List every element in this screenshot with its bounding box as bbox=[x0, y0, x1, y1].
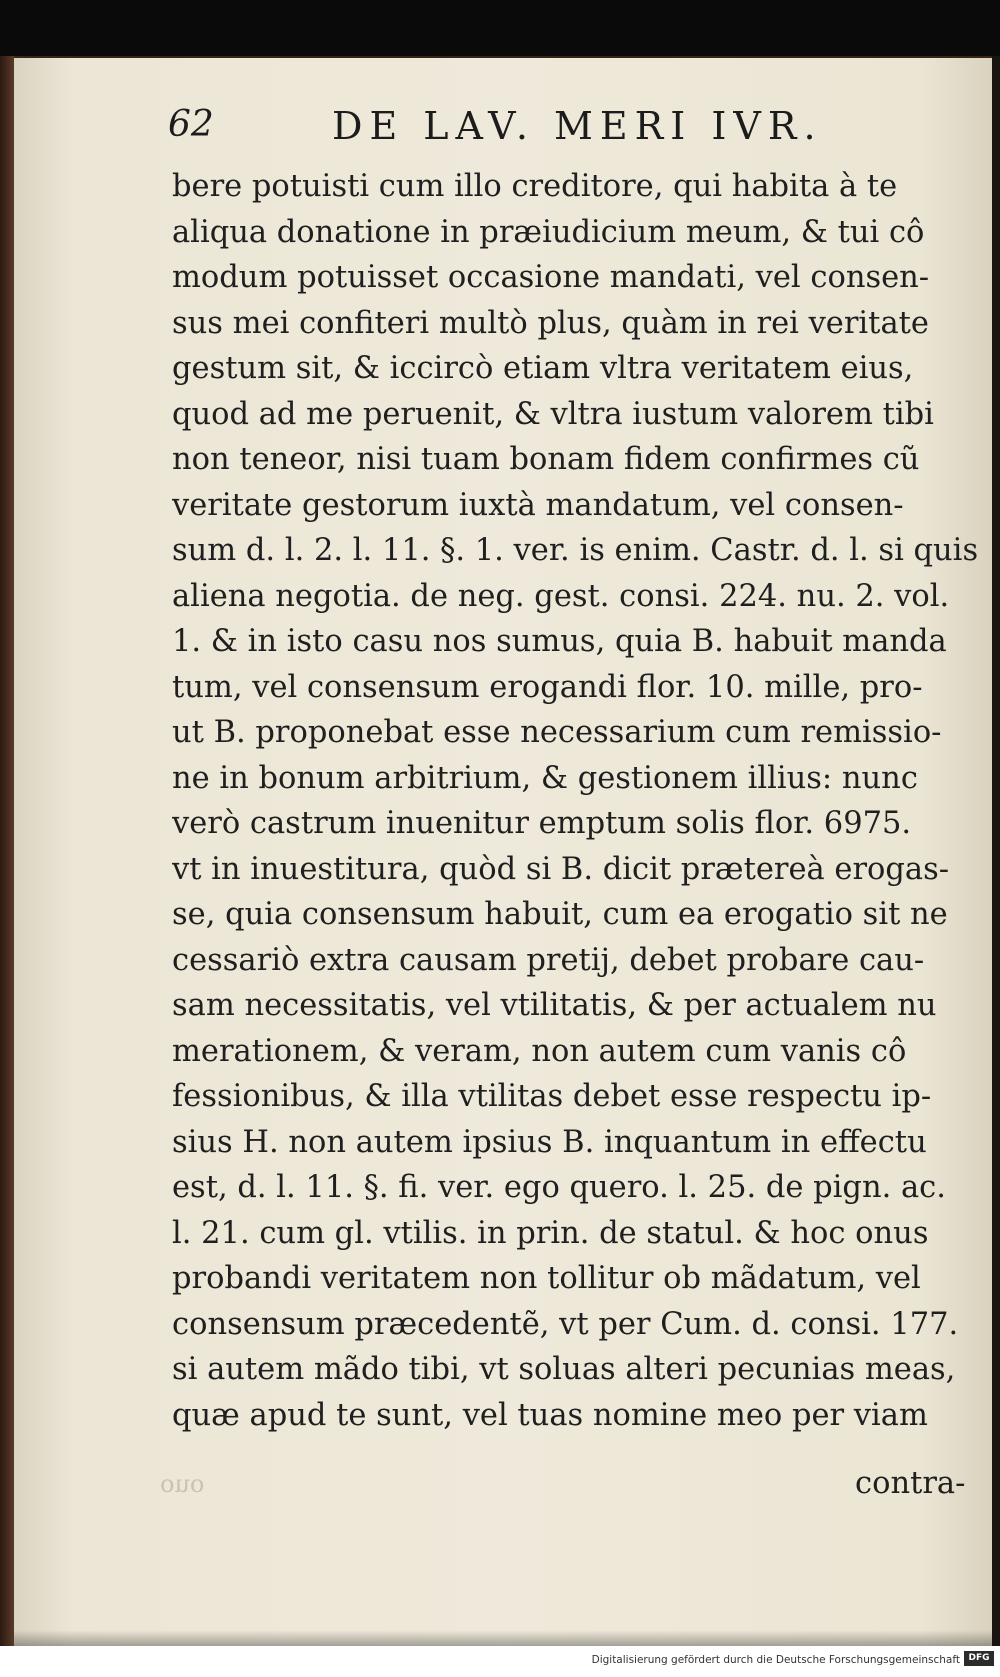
text-line: sius H. non autem ipsius B. inquantum in effectu bbox=[172, 1124, 927, 1160]
text-line: gestum sit, & iccircò etiam vltra veritatem eius, bbox=[172, 351, 914, 386]
text-line: modum potuisset occasione mandati, vel consen- bbox=[172, 260, 930, 295]
text-line: consensum præcedentẽ, vt per Cum. d. consi. 177. bbox=[172, 1306, 959, 1342]
catchword: contra- bbox=[855, 1466, 966, 1501]
text-line: fessionibus, & illa vtilitas debet esse respectu ip- bbox=[172, 1079, 932, 1114]
text-line: se, quia consensum habuit, cum ea erogatio sit ne bbox=[172, 897, 948, 932]
text-line: aliqua donatione in præiudicium meum, & tui cô bbox=[172, 214, 925, 250]
text-line: 1. & in isto casu nos sumus, quia B. habuit manda bbox=[172, 624, 947, 659]
text-line: est, d. l. 11. §. fi. ver. ego quero. l. 25. de pign. ac. bbox=[172, 1170, 946, 1205]
text-line: probandi veritatem non tollitur ob mãdatum, vel bbox=[172, 1261, 921, 1296]
text-line: aliena negotia. de neg. gest. consi. 224. nu. 2. vol. bbox=[172, 578, 950, 614]
text-line: l. 21. cum gl. vtilis. in prin. de statul. & hoc onus bbox=[172, 1215, 929, 1251]
funding-credit: Digitalisierung gefördert durch die Deutsche Forschungsgemeinschaft bbox=[591, 1654, 960, 1666]
text-line: sus mei confiteri multò plus, quàm in rei veritate bbox=[172, 305, 929, 341]
text-line: non teneor, nisi tuam bonam fidem confirmes cũ bbox=[172, 442, 920, 477]
text-line: sum d. l. 2. l. 11. §. 1. ver. is enim. Castr. d. l. si quis bbox=[172, 533, 979, 568]
running-title: DE LAV. MERI IVR. bbox=[332, 104, 823, 148]
scan-right-edge bbox=[992, 56, 1000, 1646]
text-line: tum, vel consensum erogandi flor. 10. mille, pro- bbox=[172, 669, 923, 705]
text-line: veritate gestorum iuxtà mandatum, vel consen- bbox=[172, 487, 904, 523]
text-line: merationem, & veram, non autem cum vanis cô bbox=[172, 1033, 907, 1069]
text-line: ne in bonum arbitrium, & gestionem illius: nunc bbox=[172, 760, 918, 796]
text-line: ut B. proponebat esse necessarium cum remissio- bbox=[172, 715, 942, 750]
text-line: sam necessitatis, vel vtilitatis, & per actualem nu bbox=[172, 988, 937, 1023]
digitization-footer bbox=[0, 1646, 1000, 1677]
text-line: verò castrum inuenitur emptum solis flor. 6975. bbox=[172, 806, 912, 841]
text-line: vt in inuestitura, quòd si B. dicit prætereà erogas- bbox=[172, 851, 950, 887]
page-header bbox=[160, 104, 960, 154]
scan-top-bar bbox=[0, 0, 1000, 56]
dfg-logo: DFG bbox=[964, 1651, 994, 1666]
page-number: 62 bbox=[168, 104, 214, 145]
body-text bbox=[172, 164, 982, 1438]
text-line: bere potuisti cum illo creditore, qui habita à te bbox=[172, 169, 898, 204]
text-line: cessariò extra causam pretij, debet probare cau- bbox=[172, 942, 925, 978]
text-line: si autem mãdo tibi, vt soluas alteri pecunias meas, bbox=[172, 1352, 956, 1387]
text-line: quæ apud te sunt, vel tuas nomine meo per viam bbox=[172, 1397, 928, 1433]
book-spine bbox=[0, 56, 14, 1646]
text-line: quod ad me peruenit, & vltra iustum valorem tibi bbox=[172, 396, 934, 432]
bleed-through-text: ouo bbox=[160, 1470, 205, 1498]
